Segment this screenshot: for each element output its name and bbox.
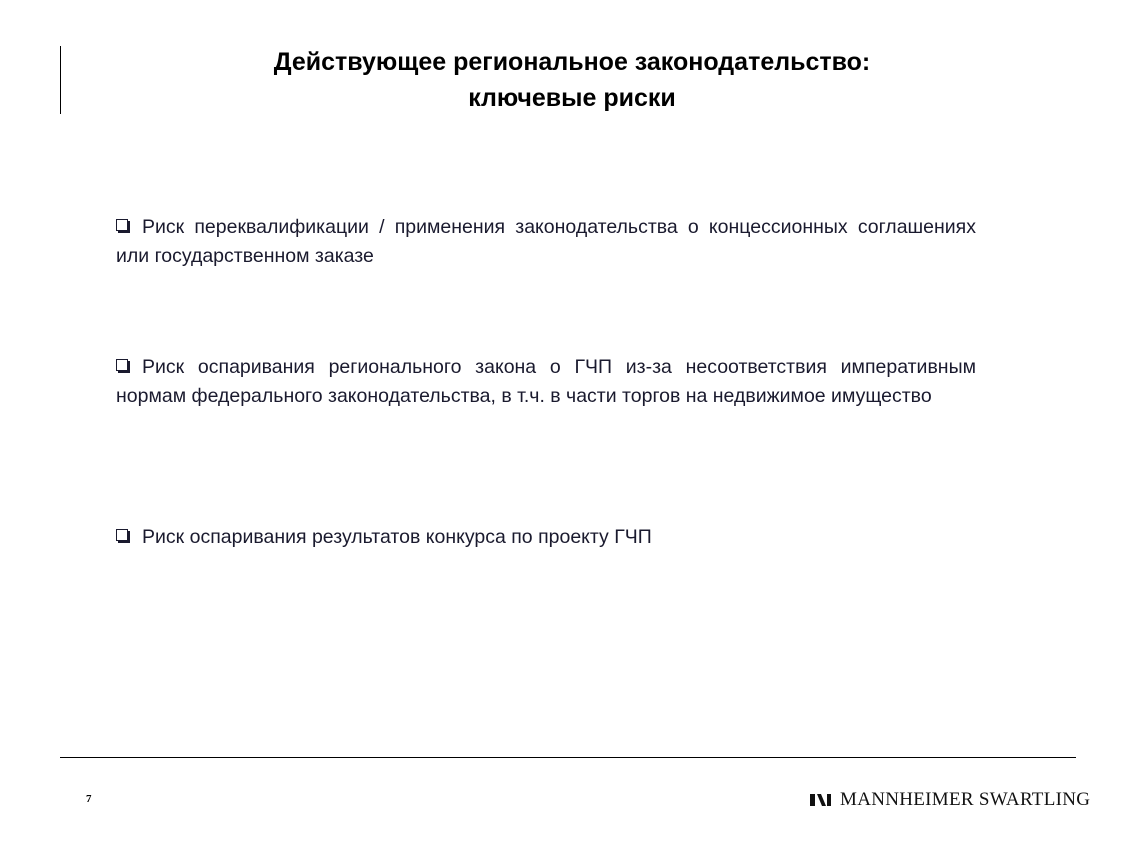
bullet-text: Риск оспаривания регионального закона о ГЧП из-за несоответствия императивным нормам федерального законодательства, в т.ч. в части торгов на недвижимое имущество <box>116 356 976 407</box>
left-accent-rule <box>60 46 61 114</box>
company-logo <box>810 788 1090 812</box>
checkbox-bullet-icon <box>116 359 128 371</box>
footer-rule <box>60 757 1076 758</box>
logo-text: MANNHEIMER SWARTLING <box>840 789 1091 810</box>
bullet-text: Риск оспаривания результатов конкурса по проекту ГЧП <box>142 526 652 548</box>
title-line-2: ключевые риски <box>468 84 676 112</box>
checkbox-bullet-icon <box>116 219 128 231</box>
logo-mark-icon <box>810 792 832 808</box>
bullet-text: Риск переквалификации / применения законодательства о концессионных соглашениях или государственном заказе <box>116 216 976 267</box>
page-number: 7 <box>86 793 92 805</box>
bullet-item <box>116 523 976 552</box>
title-line-1: Действующее региональное законодательство: <box>273 48 871 76</box>
checkbox-bullet-icon <box>116 529 128 541</box>
bullet-item <box>116 213 976 271</box>
slide-title <box>100 44 1044 116</box>
bullet-item <box>116 353 976 411</box>
